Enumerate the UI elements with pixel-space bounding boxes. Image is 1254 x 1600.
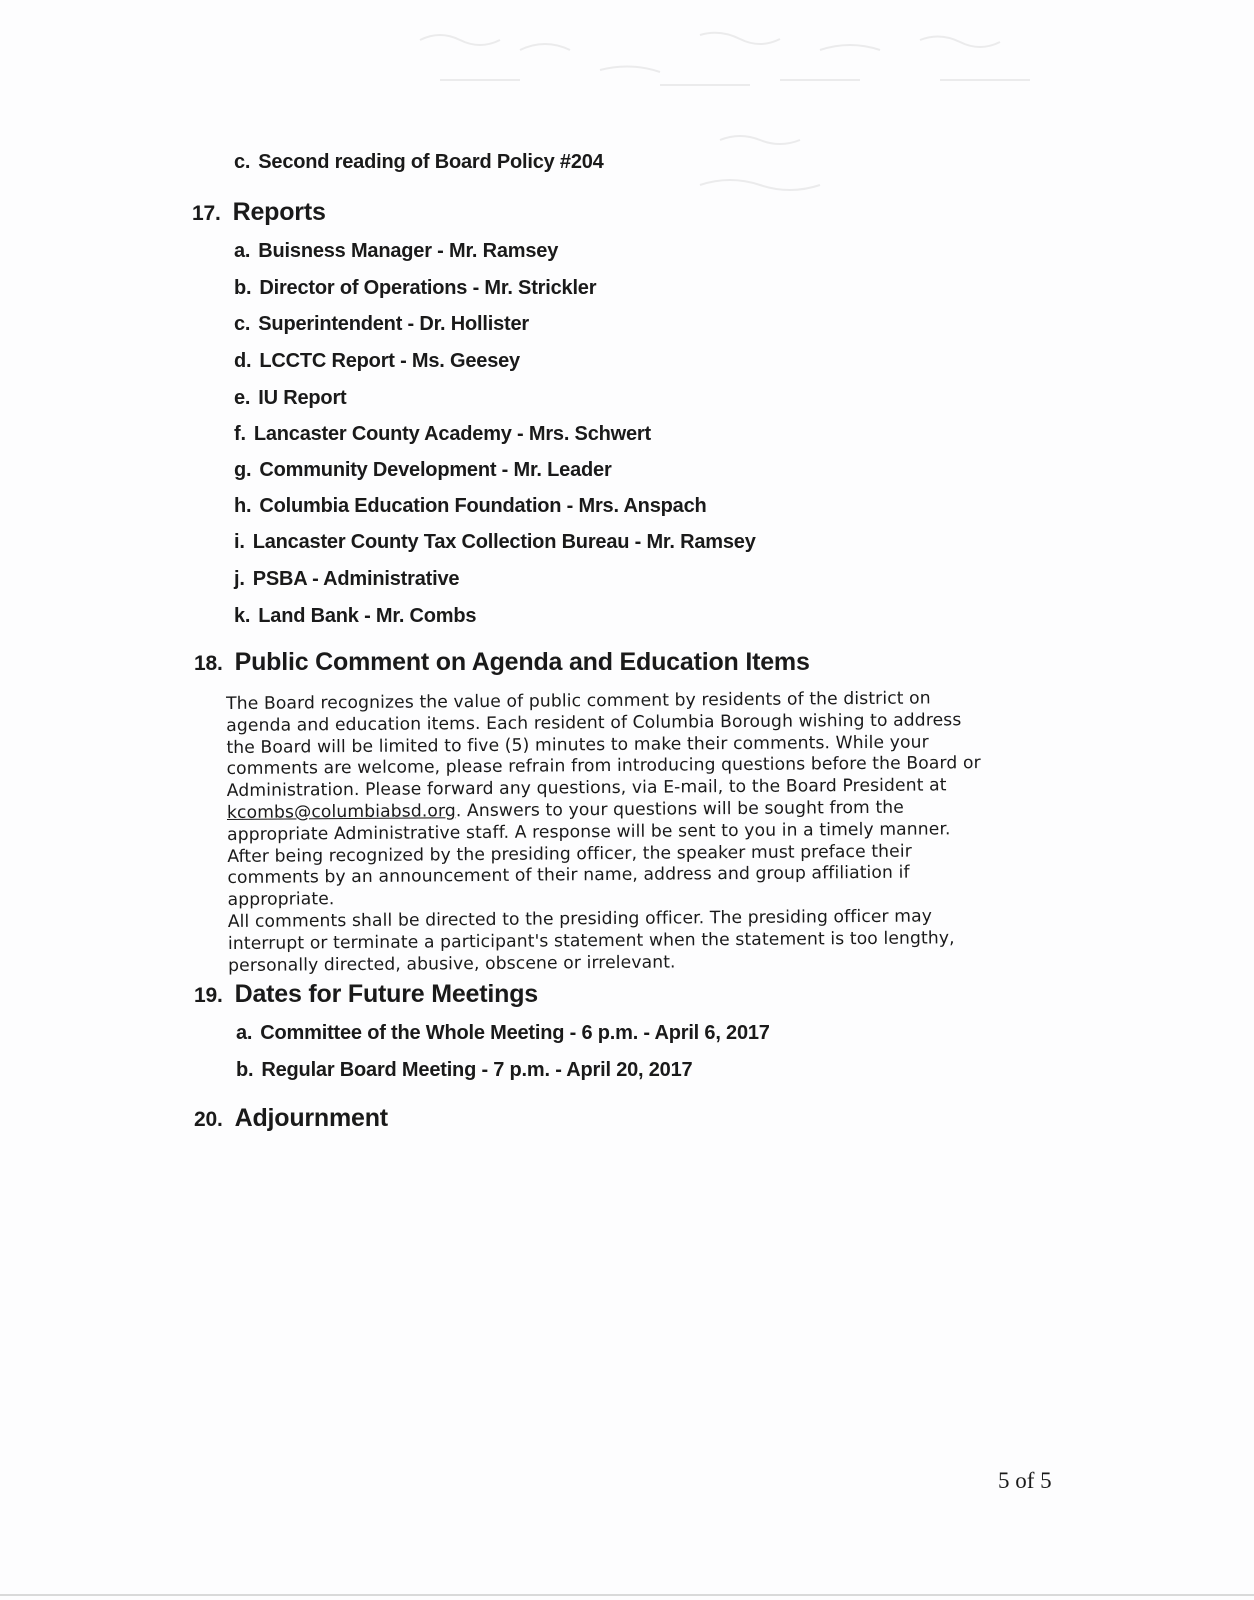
- item-text: Superintendent - Dr. Hollister: [258, 313, 529, 335]
- item-letter: g.: [234, 459, 252, 481]
- item-letter: c.: [234, 151, 251, 173]
- report-item: [234, 387, 346, 410]
- section-title: Dates for Future Meetings: [234, 980, 538, 1008]
- item-text: IU Report: [258, 387, 347, 409]
- item-text: Land Bank - Mr. Combs: [258, 605, 477, 627]
- paragraph-text: The Board recognizes the value of public comment by residents of the district on agenda and education items. Each resident of Columbia Borough wishing to address the Board will be limited to five (5) minutes to make their comments. While your comments are welcome, please refrain from introducing questions before the Board or Administration. Please forward any questions, via E-mail, to the Board President at: [226, 688, 981, 802]
- section-heading-future-meetings: [194, 980, 538, 1009]
- item-text: Lancaster County Academy - Mrs. Schwert: [253, 423, 651, 445]
- report-item: [234, 568, 459, 591]
- meeting-date-item: [236, 1022, 770, 1045]
- public-comment-policy-text: [226, 688, 988, 977]
- section-title: Reports: [232, 198, 326, 226]
- policy-paragraph-2: All comments shall be directed to the presiding officer. The presiding officer may interrupt or terminate a participant's statement when the statement is too lengthy, personally directed, abusive, obscene or irrelevant.: [227, 906, 955, 976]
- item-letter: f.: [234, 423, 246, 445]
- report-item: [234, 313, 529, 336]
- section-number: 17.: [192, 202, 221, 225]
- section-heading-adjournment: [194, 1104, 388, 1133]
- report-item: [234, 277, 596, 300]
- section-heading-public-comment: [194, 648, 810, 677]
- item-letter: j.: [234, 568, 245, 590]
- item-text: Community Development - Mr. Leader: [259, 459, 612, 481]
- item-letter: k.: [234, 605, 251, 627]
- item-text: Second reading of Board Policy #204: [258, 151, 604, 173]
- item-letter: a.: [236, 1022, 253, 1044]
- section-number: 19.: [194, 984, 223, 1007]
- paragraph-text: . Answers to your questions will be sought from the appropriate Administrative staff. A response will be sent to you in a timely manner. After being recognized by the presiding officer, the speaker must preface their comments by an announcement of their name, address and group affiliation if appropriate.: [227, 797, 951, 911]
- item-text: Director of Operations - Mr. Strickler: [259, 277, 597, 299]
- item-letter: h.: [234, 495, 252, 517]
- item-text: Lancaster County Tax Collection Bureau - Mr. Ramsey: [252, 531, 756, 553]
- item-letter: a.: [234, 240, 251, 262]
- section-title: Public Comment on Agenda and Education Items: [234, 648, 810, 676]
- report-item: [234, 459, 612, 482]
- item-text: PSBA - Administrative: [252, 568, 460, 590]
- report-item: [234, 423, 651, 446]
- item-text: Regular Board Meeting - 7 p.m. - April 20, 2017: [261, 1059, 693, 1081]
- board-president-email-link[interactable]: kcombs@columbiabsd.org: [226, 801, 456, 823]
- agenda-item-16c: [234, 151, 604, 174]
- report-item: [234, 495, 707, 518]
- section-title: Adjournment: [234, 1104, 388, 1132]
- section-heading-reports: [192, 198, 326, 227]
- item-text: LCCTC Report - Ms. Geesey: [259, 350, 520, 372]
- bleed-through-marks: [400, 10, 1080, 210]
- item-letter: e.: [234, 387, 251, 409]
- policy-paragraph-1: [226, 688, 988, 912]
- item-letter: i.: [234, 531, 245, 553]
- report-item: [234, 240, 558, 263]
- item-letter: b.: [236, 1059, 254, 1081]
- page-number: 5 of 5: [998, 1468, 1052, 1493]
- item-letter: d.: [234, 350, 252, 372]
- item-text: Buisness Manager - Mr. Ramsey: [258, 240, 559, 262]
- scan-edge-line: [0, 1594, 1254, 1596]
- item-letter: c.: [234, 313, 251, 335]
- report-item: [234, 605, 476, 628]
- item-text: Columbia Education Foundation - Mrs. Anspach: [259, 495, 707, 517]
- section-number: 20.: [194, 1108, 223, 1131]
- report-item: [234, 350, 520, 373]
- item-letter: b.: [234, 277, 252, 299]
- report-item: [234, 531, 756, 554]
- meeting-date-item: [236, 1059, 692, 1082]
- item-text: Committee of the Whole Meeting - 6 p.m. - April 6, 2017: [260, 1022, 770, 1044]
- section-number: 18.: [194, 652, 223, 675]
